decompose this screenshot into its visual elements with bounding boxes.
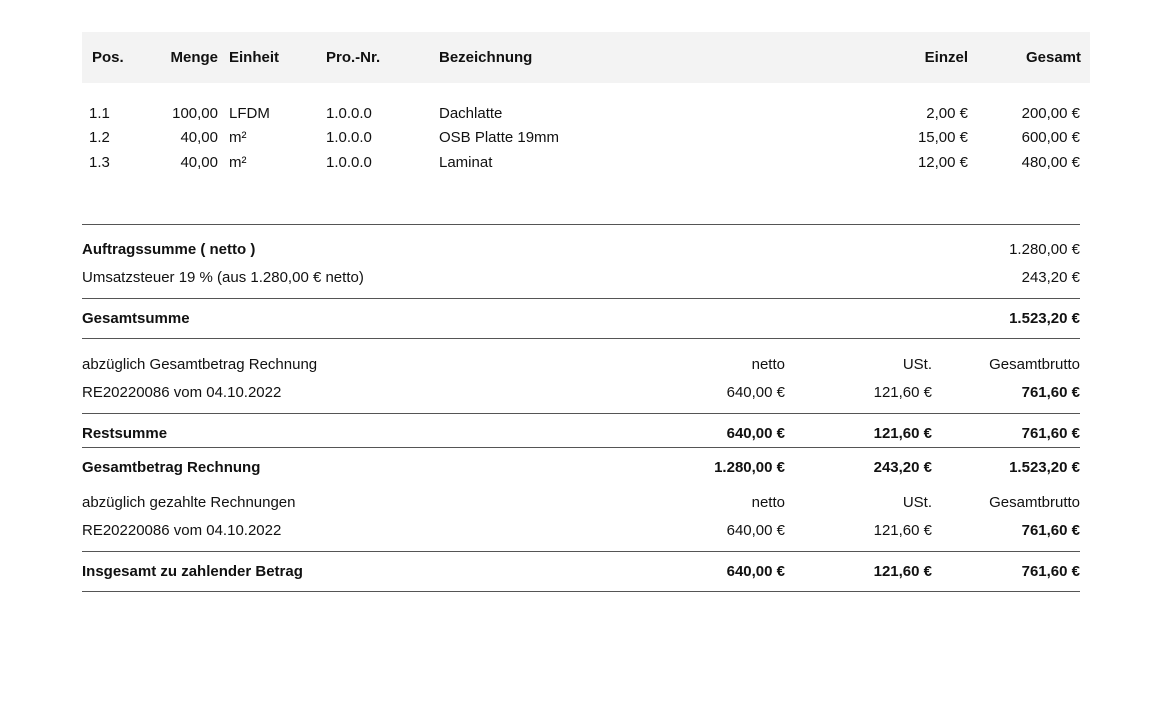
- item-pos: 1.2: [89, 129, 110, 146]
- item-pronr: 1.0.0.0: [326, 154, 372, 171]
- table-row: [0, 129, 1163, 151]
- deduction-invoice-col-netto: netto: [751, 356, 785, 373]
- item-menge: 40,00: [180, 154, 218, 171]
- deduction-invoice-col-brutto: Gesamtbrutto: [989, 356, 1080, 373]
- deduction-paid-brutto: 761,60 €: [1021, 522, 1080, 539]
- divider: [82, 591, 1080, 592]
- item-bezeichnung: OSB Platte 19mm: [439, 129, 560, 146]
- header-menge: Menge: [170, 49, 218, 66]
- divider: [82, 224, 1080, 225]
- divider: [82, 413, 1080, 414]
- total-netto: 640,00 €: [726, 563, 785, 580]
- ust-value: 243,20 €: [1021, 269, 1080, 286]
- item-pronr: 1.0.0.0: [326, 105, 372, 122]
- restsumme-label: Restsumme: [82, 425, 168, 442]
- deduction-paid-ust: 121,60 €: [873, 522, 932, 539]
- deduction-paid-col-brutto: Gesamtbrutto: [989, 494, 1080, 511]
- header-einzel: Einzel: [924, 49, 968, 66]
- item-menge: 100,00: [172, 105, 218, 122]
- restsumme-brutto: 761,60 €: [1021, 425, 1080, 442]
- divider: [82, 338, 1080, 339]
- gesamtbetrag-brutto: 1.523,20 €: [1009, 459, 1080, 476]
- gesamtbetrag-netto: 1.280,00 €: [714, 459, 785, 476]
- deduction-invoice-col-ust: USt.: [902, 356, 932, 373]
- table-row: [0, 105, 1163, 127]
- auftragssumme-label: Auftragssumme ( netto ): [82, 241, 256, 258]
- deduction-invoice-netto: 640,00 €: [726, 384, 785, 401]
- deduction-invoice-brutto: 761,60 €: [1021, 384, 1080, 401]
- item-einheit: m²: [229, 154, 247, 171]
- deduction-paid-col-ust: USt.: [902, 494, 932, 511]
- deduction-paid-col-netto: netto: [751, 494, 785, 511]
- table-row: [0, 154, 1163, 176]
- table-header: [82, 32, 1090, 83]
- gesamtsumme-value: 1.523,20 €: [1009, 310, 1080, 327]
- deduction-paid-label: abzüglich gezahlte Rechnungen: [82, 494, 296, 511]
- auftragssumme-value: 1.280,00 €: [1009, 241, 1080, 258]
- deduction-invoice-ref: RE20220086 vom 04.10.2022: [82, 384, 282, 401]
- ust-label: Umsatzsteuer 19 % (aus 1.280,00 € netto): [82, 269, 364, 286]
- deduction-invoice-label: abzüglich Gesamtbetrag Rechnung: [82, 356, 318, 373]
- total-label: Insgesamt zu zahlender Betrag: [82, 563, 303, 580]
- restsumme-netto: 640,00 €: [726, 425, 785, 442]
- divider: [82, 551, 1080, 552]
- item-pronr: 1.0.0.0: [326, 129, 372, 146]
- item-gesamt: 200,00 €: [1021, 105, 1080, 122]
- gesamtbetrag-label: Gesamtbetrag Rechnung: [82, 459, 261, 476]
- item-pos: 1.1: [89, 105, 110, 122]
- header-einheit: Einheit: [229, 49, 280, 66]
- header-pos: Pos.: [92, 49, 124, 66]
- item-bezeichnung: Laminat: [439, 154, 493, 171]
- item-gesamt: 480,00 €: [1021, 154, 1080, 171]
- header-bezeichnung: Bezeichnung: [439, 49, 533, 66]
- item-einzel: 2,00 €: [926, 105, 968, 122]
- total-ust: 121,60 €: [873, 563, 932, 580]
- item-einzel: 15,00 €: [917, 129, 968, 146]
- restsumme-ust: 121,60 €: [873, 425, 932, 442]
- deduction-paid-ref: RE20220086 vom 04.10.2022: [82, 522, 282, 539]
- item-einheit: m²: [229, 129, 247, 146]
- deduction-paid-netto: 640,00 €: [726, 522, 785, 539]
- divider: [82, 298, 1080, 299]
- header-pronr: Pro.-Nr.: [326, 49, 381, 66]
- divider: [82, 447, 1080, 448]
- gesamtsumme-label: Gesamtsumme: [82, 310, 190, 327]
- item-pos: 1.3: [89, 154, 110, 171]
- gesamtbetrag-ust: 243,20 €: [873, 459, 932, 476]
- item-gesamt: 600,00 €: [1021, 129, 1080, 146]
- header-gesamt: Gesamt: [1025, 49, 1081, 66]
- item-menge: 40,00: [180, 129, 218, 146]
- item-einheit: LFDM: [229, 105, 270, 122]
- total-brutto: 761,60 €: [1021, 563, 1080, 580]
- item-bezeichnung: Dachlatte: [439, 105, 503, 122]
- item-einzel: 12,00 €: [917, 154, 968, 171]
- deduction-invoice-ust: 121,60 €: [873, 384, 932, 401]
